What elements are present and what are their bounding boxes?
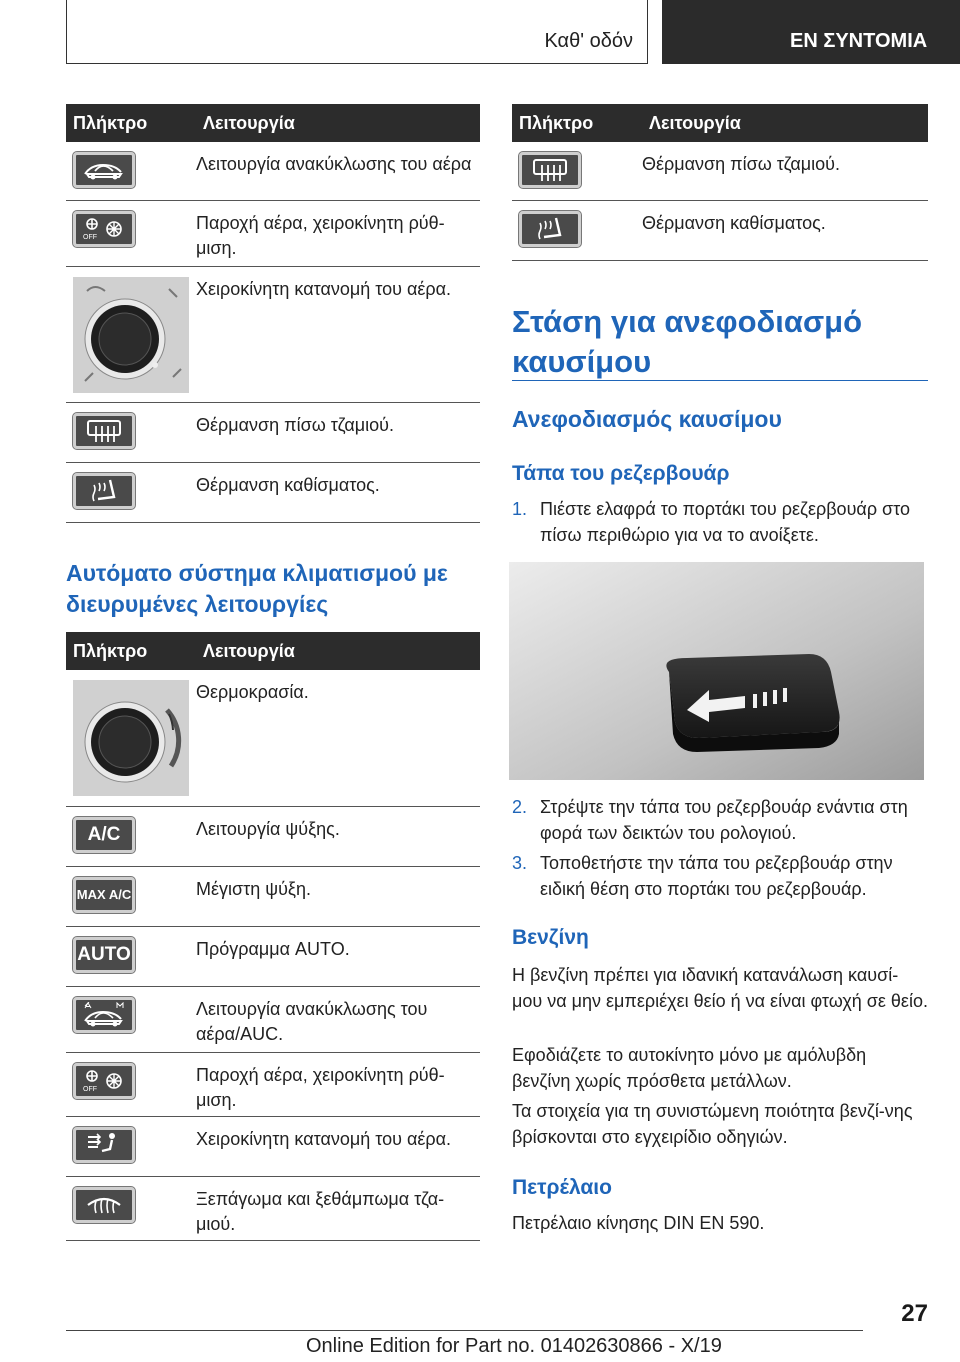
table-row <box>66 266 480 402</box>
function-column-header: Λειτουργία <box>196 104 480 142</box>
fan-off-icon <box>73 1063 135 1099</box>
table-row <box>66 806 480 866</box>
subsection-title: Ανεφοδιασμός καυσίμου <box>512 406 782 432</box>
climate-heading: Αυτόματο σύστημα κλιματισμού με διευρυμένες λειτουργίες <box>66 560 448 617</box>
step-text: Πιέστε ελαφρά το πορτάκι του ρεζερβουάρ στο πίσω περιθώριο για να το ανοίξετε. <box>540 499 911 545</box>
function-text: Χειροκίνητη κατανομή του αέρα. <box>196 266 480 402</box>
diesel-title: Πετρέλαιο <box>512 1176 612 1199</box>
footer-rule <box>66 1330 863 1331</box>
section-title: Στάση για ανεφοδιασμό καυσίμου <box>512 304 863 379</box>
auc-recirculation-icon <box>73 997 135 1033</box>
function-text: Θερμοκρασία. <box>196 670 480 806</box>
max-ac-icon <box>73 877 135 913</box>
auto-label: AUTO <box>77 943 131 965</box>
controls-table-2 <box>66 632 480 1241</box>
defrost-icon <box>73 1187 135 1223</box>
footer-text: Online Edition for Part no. 01402630866 - X/19 <box>306 1335 722 1357</box>
table-header-row <box>66 104 480 142</box>
controls-table-3 <box>512 104 928 261</box>
ac-icon <box>73 817 135 853</box>
table-row <box>66 1116 480 1176</box>
fan-off-icon <box>73 211 135 247</box>
function-text: Πρόγραμμα AUTO. <box>196 926 480 986</box>
svg-text:OFF: OFF <box>83 233 97 241</box>
table-row <box>66 462 480 522</box>
function-text: Λειτουργία ανακύκλωσης του αέρα/AUC. <box>196 986 480 1052</box>
table-row <box>66 1052 480 1116</box>
function-text: Λειτουργία ψύξης. <box>196 806 480 866</box>
temperature-knob-icon <box>73 680 189 796</box>
max-ac-label: MAX A/C <box>76 886 132 902</box>
table-row <box>512 200 928 260</box>
fuel-cap-title: Τάπα του ρεζερβουάρ <box>512 462 730 485</box>
step-1 <box>512 496 928 548</box>
diesel-text: Πετρέλαιο κίνησης DIN EN 590. <box>512 1213 765 1233</box>
table-row <box>66 142 480 200</box>
function-text: Θέρμανση πίσω τζαμιού. <box>196 402 480 462</box>
step-text: Στρέψτε την τάπα του ρεζερβουάρ ενάντια στη φορά των δεικτών του ρολογιού. <box>540 797 908 843</box>
petrol-title: Βενζίνη <box>512 926 589 949</box>
seat-heating-icon <box>519 211 581 247</box>
function-text: Θέρμανση πίσω τζαμιού. <box>642 142 928 200</box>
page-number: 27 <box>901 1300 928 1327</box>
section-rule <box>512 380 928 381</box>
step-number: 1. <box>512 499 528 519</box>
table-header-row <box>512 104 928 142</box>
air-distribution-icon <box>73 1127 135 1163</box>
step-number: 3. <box>512 853 528 873</box>
function-column-header: Λειτουργία <box>642 104 928 142</box>
chapter-tab <box>66 0 648 64</box>
petrol-paragraph-3: Τα στοιχεία για τη συνιστώμενη ποιότητα βενζί-νης βρίσκονται στο εγχειρίδιο οδηγιών. <box>512 1101 913 1147</box>
seat-heating-icon <box>73 473 135 509</box>
table-row <box>66 866 480 926</box>
step-text: Τοποθετήστε την τάπα του ρεζερβουάρ στην ειδική θέση στο πορτάκι του ρεζερβουάρ. <box>540 853 893 899</box>
table-row <box>66 402 480 462</box>
section-tab <box>662 0 960 64</box>
function-text: Παροχή αέρα, χειροκίνητη ρύθ-μιση. <box>196 200 480 266</box>
key-column-header: Πλήκτρο <box>512 104 642 142</box>
function-text: Θέρμανση καθίσματος. <box>196 462 480 522</box>
rear-window-heating-icon <box>519 152 581 188</box>
section-label: ΕΝ ΣΥΝΤΟΜΙΑ <box>790 30 928 52</box>
table-row <box>66 670 480 806</box>
step-2 <box>512 794 928 846</box>
svg-text:OFF: OFF <box>83 1085 97 1093</box>
function-column-header: Λειτουργία <box>196 632 480 670</box>
chapter-label: Καθ' οδόν <box>544 30 633 52</box>
step-3 <box>512 850 928 902</box>
table-header-row <box>66 632 480 670</box>
table-row <box>66 1176 480 1240</box>
air-distribution-knob-icon <box>73 277 189 393</box>
controls-table-1 <box>66 104 480 523</box>
air-recirculation-icon <box>73 152 135 188</box>
table-row <box>512 142 928 200</box>
function-text: Παροχή αέρα, χειροκίνητη ρύθ-μιση. <box>196 1052 480 1116</box>
table-row <box>66 200 480 266</box>
petrol-paragraph-2: Εφοδιάζετε το αυτοκίνητο μόνο με αμόλυβδη βενζίνη χωρίς πρόσθετα μετάλλων. <box>512 1045 867 1091</box>
key-column-header: Πλήκτρο <box>66 104 196 142</box>
petrol-paragraph-1: Η βενζίνη πρέπει για ιδανική κατανάλωση καυσί-μου να μην εμπεριέχει θείο ή να είναι φτωχή σε θείο. <box>512 965 928 1011</box>
ac-label: A/C <box>87 823 121 845</box>
function-text: Μέγιστη ψύξη. <box>196 866 480 926</box>
function-text: Ξεπάγωμα και ξεθάμπωμα τζα-μιού. <box>196 1176 480 1240</box>
table-row <box>66 926 480 986</box>
function-text: Λειτουργία ανακύκλωσης του αέρα <box>196 142 480 200</box>
step-number: 2. <box>512 797 528 817</box>
auto-icon <box>73 937 135 973</box>
key-column-header: Πλήκτρο <box>66 632 196 670</box>
rear-window-heating-icon <box>73 413 135 449</box>
table-row <box>66 986 480 1052</box>
function-text: Θέρμανση καθίσματος. <box>642 200 928 260</box>
fuel-flap-photo <box>509 562 924 780</box>
function-text: Χειροκίνητη κατανομή του αέρα. <box>196 1116 480 1176</box>
